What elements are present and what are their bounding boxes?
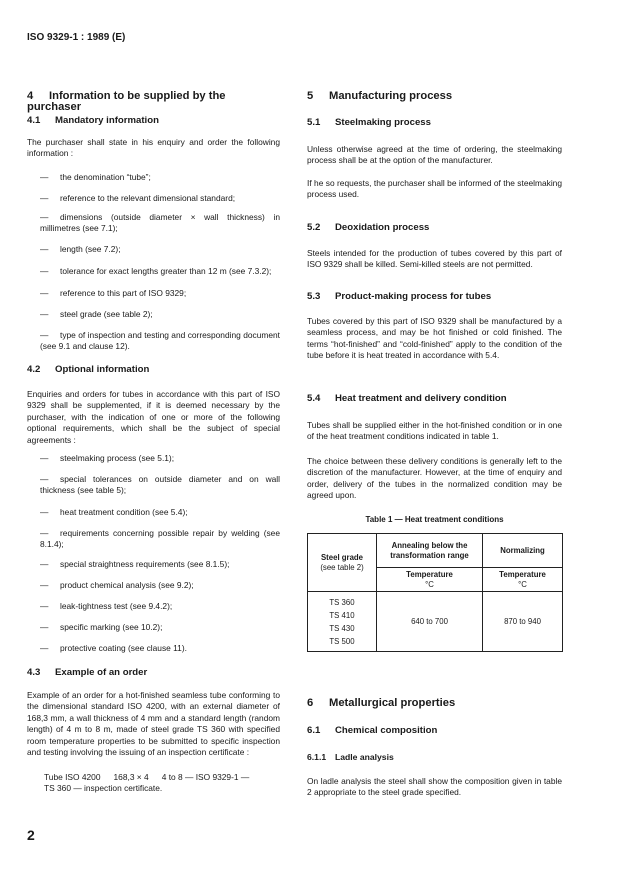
order-line: TS 360 — inspection certificate. — [44, 783, 163, 794]
annealing-value: 640 to 700 — [377, 592, 483, 652]
section-title: Optional information — [55, 364, 150, 375]
dash-bullet: — — [40, 474, 49, 484]
header-sub-label: (see table 2) — [320, 562, 364, 572]
section-6-1-heading — [307, 725, 562, 736]
section-number: 6.1.1 — [307, 752, 327, 762]
dash-bullet: — — [40, 309, 49, 319]
dash-bullet: — — [40, 507, 49, 517]
subheader-temperature — [377, 568, 483, 592]
section-title: Chemical composition — [335, 725, 438, 736]
paragraph: The choice between these delivery conditions is generally left to the discretion of the manufacturer. However, at the time of enquiry and order, delivery of the tubes in the normalized condition may be agreed upon. — [307, 456, 562, 501]
grade: TS 430 — [329, 623, 355, 633]
list-item-text: type of inspection and testing and corresponding document (see 9.1 and clause 12). — [40, 330, 280, 352]
list-item-text: product chemical analysis (see 9.2); — [60, 580, 194, 590]
list-item — [40, 580, 280, 591]
list-item — [40, 622, 280, 633]
grade: TS 360 — [329, 597, 355, 607]
table-title: Table 1 — Heat treatment conditions — [365, 515, 504, 524]
dash-bullet: — — [40, 601, 49, 611]
list-item — [40, 507, 280, 518]
section-4-3-heading — [27, 667, 280, 678]
normalizing-value: 870 to 940 — [483, 592, 563, 652]
list-item-text: reference to this part of ISO 9329; — [60, 288, 187, 298]
unit: °C — [518, 579, 527, 589]
paragraph: The purchaser shall state in his enquiry and order the following information : — [27, 137, 280, 159]
section-number: 6.1 — [307, 725, 321, 736]
section-title: Product-making process for tubes — [335, 291, 492, 302]
section-title: Manufacturing process — [329, 90, 453, 102]
dash-bullet: — — [40, 172, 49, 182]
paragraph: Enquiries and orders for tubes in accordance with this part of ISO 9329 shall be supplemented, if it is deemed necessary by the purchaser, with the indication of one or more of the following optional requirements, which shall be the subject of special agreements : — [27, 389, 280, 445]
section-title: Deoxidation process — [335, 222, 430, 233]
section-4-1-heading — [27, 115, 280, 126]
order-line: Tube ISO 4200 168,3 × 4 4 to 8 — ISO 9329-1 — — [44, 772, 250, 782]
unit: °C — [425, 579, 434, 589]
dash-bullet: — — [40, 528, 49, 538]
list-item-text: leak-tightness test (see 9.4.2); — [60, 601, 173, 611]
list-item-text: length (see 7.2); — [60, 244, 121, 254]
dash-bullet: — — [40, 330, 49, 340]
paragraph: Unless otherwise agreed at the time of ordering, the steelmaking process shall be at the option of the manufacturer. — [307, 144, 562, 166]
list-item — [40, 643, 280, 654]
section-5-heading — [307, 91, 562, 102]
paragraph: On ladle analysis the steel shall show the composition given in table 2 appropriate to the steel grade specified. — [307, 776, 562, 798]
section-number: 5.4 — [307, 393, 321, 404]
paragraph: Tubes covered by this part of ISO 9329 shall be manufactured by a seamless process, and may be hot finished or cold finished. The terms “hot-finished” and “cold-finished” apply to the condition of the tube before it is heat treated in accordance with 5.4. — [307, 316, 562, 361]
list-item — [40, 528, 280, 551]
section-title: Heat treatment and delivery condition — [335, 393, 507, 404]
list-item-text: special straightness requirements (see 8.1.5); — [60, 559, 230, 569]
order-example — [44, 772, 284, 795]
list-item-text: protective coating (see clause 11). — [60, 643, 187, 653]
section-title: Metallurgical properties — [329, 697, 456, 709]
list-item-text: requirements concerning possible repair by welding (see 8.1.4); — [40, 528, 280, 550]
page-number: 2 — [27, 827, 35, 843]
section-number: 4 — [27, 90, 34, 102]
dash-bullet: — — [40, 580, 49, 590]
list-item-text: heat treatment condition (see 5.4); — [60, 507, 188, 517]
list-item — [40, 288, 280, 299]
grade: TS 500 — [329, 636, 355, 646]
section-5-4-heading — [307, 393, 562, 404]
section-number: 5 — [307, 90, 314, 102]
heat-treatment-table — [307, 533, 563, 652]
list-item-text: reference to the relevant dimensional standard; — [60, 193, 236, 203]
section-number: 4.1 — [27, 115, 41, 126]
dash-bullet: — — [40, 453, 49, 463]
list-item — [40, 309, 280, 320]
dash-bullet: — — [40, 288, 49, 298]
list-item — [40, 244, 280, 255]
list-item — [40, 559, 280, 570]
section-title: Example of an order — [55, 667, 148, 678]
grades-cell — [308, 592, 377, 652]
section-title: Steelmaking process — [335, 117, 431, 128]
label: Temperature — [406, 569, 453, 579]
section-5-3-heading — [307, 291, 562, 302]
list-item — [40, 193, 280, 204]
section-number: 5.2 — [307, 222, 321, 233]
list-item — [40, 474, 280, 497]
subheader-temperature — [483, 568, 563, 592]
section-6-1-1-heading — [307, 752, 562, 763]
list-item-text: tolerance for exact lengths greater than 12 m (see 7.3.2); — [60, 266, 272, 276]
paragraph: If he so requests, the purchaser shall be informed of the steelmaking process used. — [307, 178, 562, 200]
section-6-heading — [307, 698, 562, 709]
list-item — [40, 330, 280, 353]
dash-bullet: — — [40, 244, 49, 254]
section-title: Ladle analysis — [335, 752, 394, 762]
grade: TS 410 — [329, 610, 355, 620]
paragraph: Tubes shall be supplied either in the hot-finished condition or in one of the heat treatment conditions indicated in table 1. — [307, 420, 562, 442]
header-annealing: Annealing below the transformation range — [377, 534, 483, 568]
section-5-1-heading — [307, 117, 562, 128]
dash-bullet: — — [40, 643, 49, 653]
section-4-heading — [27, 91, 280, 114]
list-item-text: steel grade (see table 2); — [60, 309, 153, 319]
list-item — [40, 172, 280, 183]
list-item — [40, 453, 280, 464]
dash-bullet: — — [40, 622, 49, 632]
list-item-text: special tolerances on outside diameter and on wall thickness (see table 5); — [40, 474, 280, 496]
dash-bullet: — — [40, 559, 49, 569]
label: Temperature — [499, 569, 546, 579]
paragraph: Steels intended for the production of tubes covered by this part of ISO 9329 shall be killed. Semi-killed steels are not permitted. — [307, 248, 562, 270]
section-number: 4.2 — [27, 364, 41, 375]
section-title: Mandatory information — [55, 115, 159, 126]
list-item-text: steelmaking process (see 5.1); — [60, 453, 175, 463]
dash-bullet: — — [40, 266, 49, 276]
list-item — [40, 601, 280, 612]
section-title: Information to be supplied by the purchaser — [27, 90, 226, 114]
section-4-2-heading — [27, 364, 280, 375]
section-number: 6 — [307, 697, 314, 709]
dash-bullet: — — [40, 212, 49, 222]
list-item-text: dimensions (outside diameter × wall thickness) in millimetres (see 7.1); — [40, 212, 280, 234]
header-normalizing: Normalizing — [483, 534, 563, 568]
section-number: 5.1 — [307, 117, 321, 128]
header-label: Steel grade — [320, 552, 364, 562]
paragraph: Example of an order for a hot-finished seamless tube conforming to the dimensional standard ISO 4200, with an external diameter of 168,3 mm, a wall thickness of 4 mm and a standard length (random length) of 4 m to 8 m, made of steel grade TS 360 with specified room temperature properties to be submitted to specific inspection and testing involving the issuing of an inspection certificate : — [27, 690, 280, 758]
section-number: 5.3 — [307, 291, 321, 302]
list-item — [40, 266, 280, 277]
dash-bullet: — — [40, 193, 49, 203]
list-item — [40, 212, 280, 235]
list-item-text: the denomination “tube”; — [60, 172, 151, 182]
section-number: 4.3 — [27, 667, 41, 678]
document-header: ISO 9329-1 : 1989 (E) — [27, 32, 126, 43]
list-item-text: specific marking (see 10.2); — [60, 622, 163, 632]
header-steel-grade — [308, 534, 377, 592]
section-5-2-heading — [307, 222, 562, 233]
